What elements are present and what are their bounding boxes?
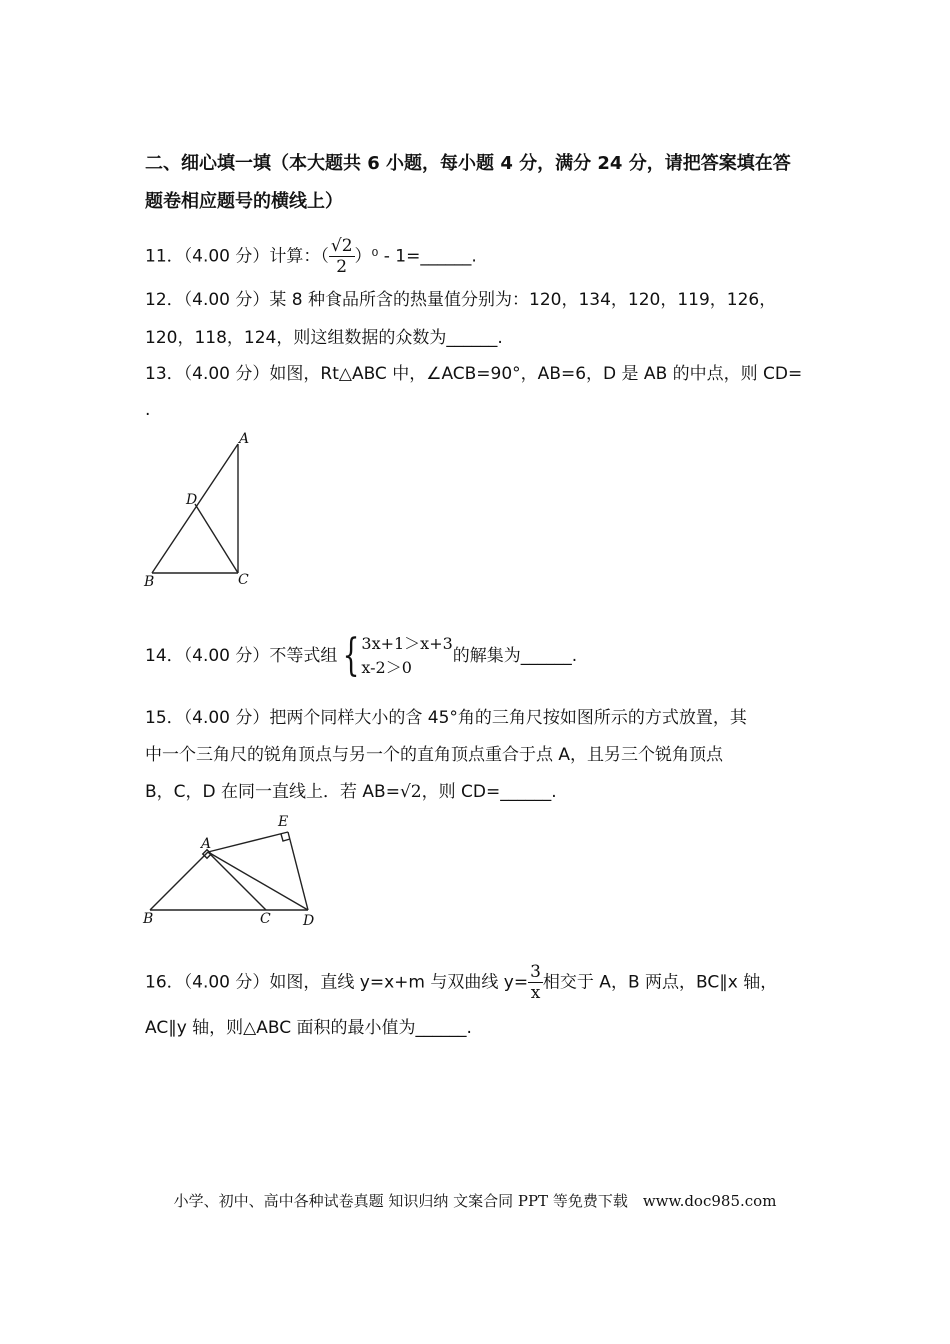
question-11 xyxy=(145,236,477,277)
q15-label-b: B xyxy=(143,911,154,927)
q11-suffix: ）⁰ - 1=______. xyxy=(354,246,477,267)
q15-label-d: D xyxy=(303,913,315,929)
question-15-line1: 15．（4.00 分）把两个同样大小的含 45°角的三角尺按如图所示的方式放置，其 xyxy=(145,708,747,728)
section-title-line2: 题卷相应题号的横线上） xyxy=(145,191,343,212)
q15-segment-ae xyxy=(208,832,288,852)
q16-frac-den: x xyxy=(530,983,541,1003)
question-16-line1 xyxy=(145,962,777,1003)
q15-label-e: E xyxy=(278,814,289,830)
q13-label-a: A xyxy=(239,431,250,447)
q15-sqrt2: √2 xyxy=(399,782,422,802)
q13-label-b: B xyxy=(144,574,155,590)
question-16-line2: AC∥y 轴，则△ABC 面积的最小值为______. xyxy=(145,1018,472,1038)
q16-frac-num: 3 xyxy=(530,962,541,982)
q15-label-c: C xyxy=(260,911,271,927)
q15-line3-prefix: B，C，D 在同一直线上．若 AB= xyxy=(145,782,400,802)
q14-inequality-1: 3x+1＞x+3 xyxy=(361,634,453,653)
figure-q15-set-squares xyxy=(138,810,323,930)
question-13-line1: 13．（4.00 分）如图，Rt△ABC 中，∠ACB=90°，AB=6，D 是 AB 的中点，则 CD= xyxy=(145,364,803,384)
question-15-line3 xyxy=(145,780,557,804)
question-12-line1: 12．（4.00 分）某 8 种食品所含的热量值分别为：120，134，120，119，126， xyxy=(145,290,777,310)
q13-label-d: D xyxy=(186,492,198,508)
q13-segment-ab xyxy=(152,444,238,573)
q16-fraction xyxy=(528,962,543,1003)
figure-q13-triangle xyxy=(140,428,260,593)
q14-inequality-2: x-2＞0 xyxy=(361,658,412,677)
question-13-line2: . xyxy=(145,400,151,420)
q14-brace: { xyxy=(342,630,360,681)
q11-prefix: 11．（4.00 分）计算：（ xyxy=(145,246,329,267)
q16-prefix: 16．（4.00 分）如图，直线 y=x+m 与双曲线 y= xyxy=(145,972,529,993)
q14-system xyxy=(361,632,452,680)
footer-text: 小学、初中、高中各种试卷真题 知识归纳 文案合同 PPT 等免费下载 www.doc985.com xyxy=(173,1192,777,1210)
q14-suffix: 的解集为______. xyxy=(452,646,578,666)
q15-line3-suffix: ，则 CD=______. xyxy=(421,782,557,802)
q11-frac-den: 2 xyxy=(336,257,348,277)
q15-segment-ed xyxy=(288,832,308,910)
question-15-line2: 中一个三角尺的锐角顶点与另一个的直角顶点重合于点 A，且另三个锐角顶点 xyxy=(145,745,724,765)
q15-label-a: A xyxy=(201,836,212,852)
question-14 xyxy=(145,630,577,682)
section-title-line1: 二、细心填一填（本大题共 6 小题，每小题 4 分，满分 24 分，请把答案填在答 xyxy=(145,153,791,174)
q16-suffix: 相交于 A，B 两点，BC∥x 轴， xyxy=(542,972,778,993)
q14-prefix: 14．（4.00 分）不等式组 xyxy=(145,646,338,666)
q15-segment-ab xyxy=(150,852,208,910)
question-12-line2: 120，118，124，则这组数据的众数为______. xyxy=(145,328,503,348)
q11-fraction xyxy=(329,236,355,277)
q13-label-c: C xyxy=(238,572,249,588)
q13-segment-dc xyxy=(195,504,238,573)
q11-frac-num: √2 xyxy=(330,236,353,256)
